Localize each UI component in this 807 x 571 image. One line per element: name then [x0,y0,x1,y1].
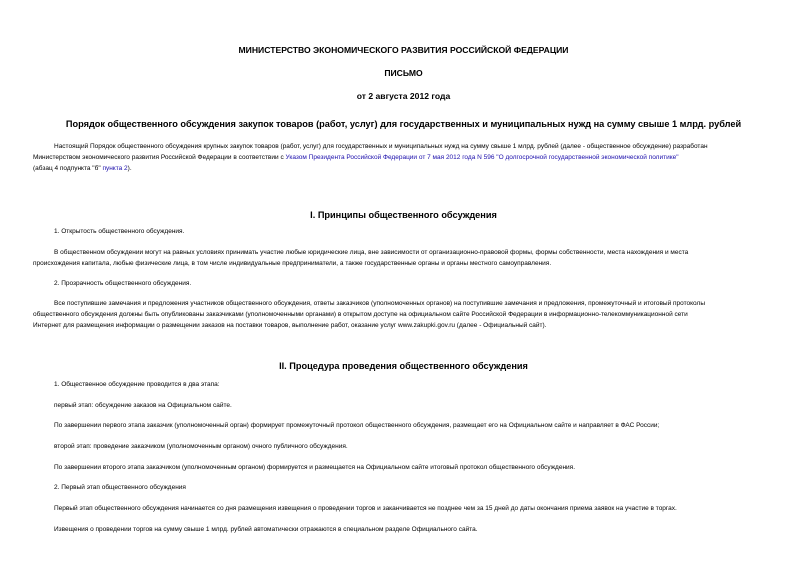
point-2-link[interactable]: пункта 2 [102,165,128,172]
intro-line-2-text: Министерством экономического развития Российской Федерации в соответствии с [33,154,286,161]
section-2-line-6: 2. Первый этап общественного обсуждения [54,484,186,491]
section-1-para-1-line-1: В общественном обсуждении могут на равных условиях принимать участие любые юридические лица, вне зависимости от организационно-правовой формы, формы собственности, места нахождения и места [54,249,689,256]
section-1-para-2-line-3: Интернет для размещения информации о размещении заказов на поставки товаров, выполнение работ, оказание услуг www.zakupki.gov.ru (далее - Официальный сайт). [33,322,547,329]
decree-link[interactable]: Указом Президента Российской Федерации от 7 мая 2012 года N 596 "О долгосрочной государственной экономической политике" [285,154,679,161]
section-2-line-1: 1. Общественное обсуждение проводится в два этапа: [54,381,220,388]
section-1-para-1-line-2: происхождения капитала, любые физические лица, в том числе индивидуальные предприниматели, а также государственные органы и органы местного самоуправления. [33,260,552,267]
intro-line-3-text: (абзац 4 подпункта "б" [33,165,103,172]
section-2-line-2: первый этап: обсуждение заказов на Официальном сайте. [54,402,232,409]
section-2-line-5: По завершении второго этапа заказчиком (уполномоченным органом) формируется и размещается на Официальном сайте итоговый протокол общественного обсуждения. [54,464,575,471]
section-1-para-2-line-1: Все поступившие замечания и предложения участников общественного обсуждения, ответы заказчиков (уполномоченных органов) на поступившие замечания и предложения, промежуточный и итоговый протоколы [54,300,705,307]
doc-type-heading: ПИСЬМО [384,68,423,78]
intro-line-1: Настоящий Порядок общественного обсуждения крупных закупок товаров (работ, услуг) для государственных и муниципальных нужд на сумму свыше 1 млрд. рублей (далее - общественное обсуждение) разработан [54,143,708,150]
section-2-heading: II. Процедура проведения общественного обсуждения [279,361,528,371]
section-1-para-2-line-2: общественного обсуждения должны быть опубликованы заказчиками (уполномоченными органами) в открытом доступе на официальном сайте Российской Федерации в информационно-телекоммуникационной сети [33,311,688,318]
section-2-line-8: Извещения о проведении торгов на сумму свыше 1 млрд. рублей автоматически отражаются в специальном разделе Официального сайта. [54,526,478,533]
section-2-line-4: второй этап: проведение заказчиком (уполномоченным органом) очного публичного обсуждения. [54,443,348,450]
intro-line-3-end: ). [127,165,132,172]
section-1-item-2: 2. Прозрачность общественного обсуждения. [54,280,192,287]
intro-line-3 [33,165,132,173]
section-2-line-3: По завершении первого этапа заказчик (уполномоченный орган) формирует промежуточный протокол общественного обсуждения, размещает его на Официальном сайте и направляет в ФАС России; [54,422,660,429]
section-2-line-7: Первый этап общественного обсуждения начинается со дня размещения извещения о проведении торгов и заканчивается не позднее чем за 15 дней до даты окончания приема заявок на участие в торгах. [54,505,677,512]
doc-title: Порядок общественного обсуждения закупок товаров (работ, услуг) для государственных и муниципальных нужд на сумму свыше 1 млрд. рублей [65,119,742,129]
section-1-item-1: 1. Открытость общественного обсуждения. [54,228,185,235]
doc-date: от 2 августа 2012 года [356,91,451,101]
ministry-heading: МИНИСТЕРСТВО ЭКОНОМИЧЕСКОГО РАЗВИТИЯ РОССИЙСКОЙ ФЕДЕРАЦИИ [238,45,569,55]
section-1-heading: I. Принципы общественного обсуждения [310,210,497,220]
intro-line-2 [33,154,679,162]
